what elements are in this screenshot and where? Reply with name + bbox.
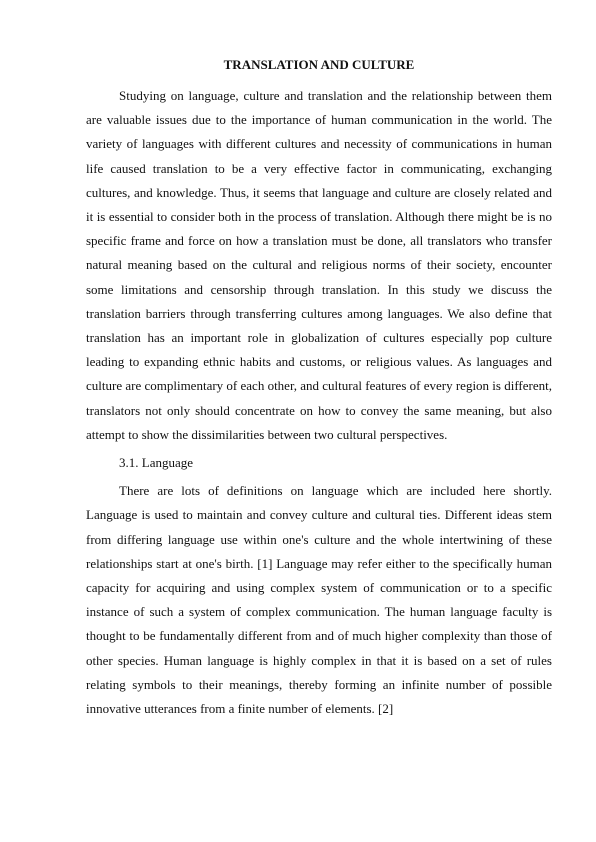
document-title: TRANSLATION AND CULTURE xyxy=(223,57,415,72)
section-heading: 3.1. Language xyxy=(119,455,194,471)
language-paragraph: There are lots of definitions on language which are included here shortly. Language is used to maintain and convey culture and cultural ties. Different ideas stem from differing language use within one's culture and the whole intertwining of these relationships start at one's birth. [1] Language may refer either to the specifically human capacity for acquiring and using complex system of communication or to a specific instance of such a system of complex communication. The human language faculty is thought to be fundamentally different from and of much higher complexity than those of other species. Human language is highly complex in that it is based on a set of rules relating symbols to their meanings, thereby forming an infinite number of possible innovative utterances from a finite number of elements. [2] xyxy=(86,483,552,717)
document-page xyxy=(86,54,552,721)
intro-paragraph: Studying on language, culture and translation and the relationship between them are valuable issues due to the importance of human communication in the world. The variety of languages with different cultures and necessity of communications in human life caused translation to be a very effective factor in communicating, exchanging cultures, and knowledge. Thus, it seems that language and culture are closely related and it is essential to consider both in the process of translation. Although there might be is no specific frame and force on how a translation must be done, all translators who transfer natural meaning based on the cultural and religious norms of their society, encounter some limitations and censorship through translation. In this study we discuss the translation barriers through transferring cultures among languages. We also define that translation has an important role in globalization of cultures especially pop culture leading to expanding ethnic habits and customs, or religious values. As languages and culture are complimentary of each other, and cultural features of every region is different, translators not only should concentrate on how to convey the same meaning, but also attempt to show the dissimilarities between two cultural perspectives. xyxy=(86,88,552,442)
